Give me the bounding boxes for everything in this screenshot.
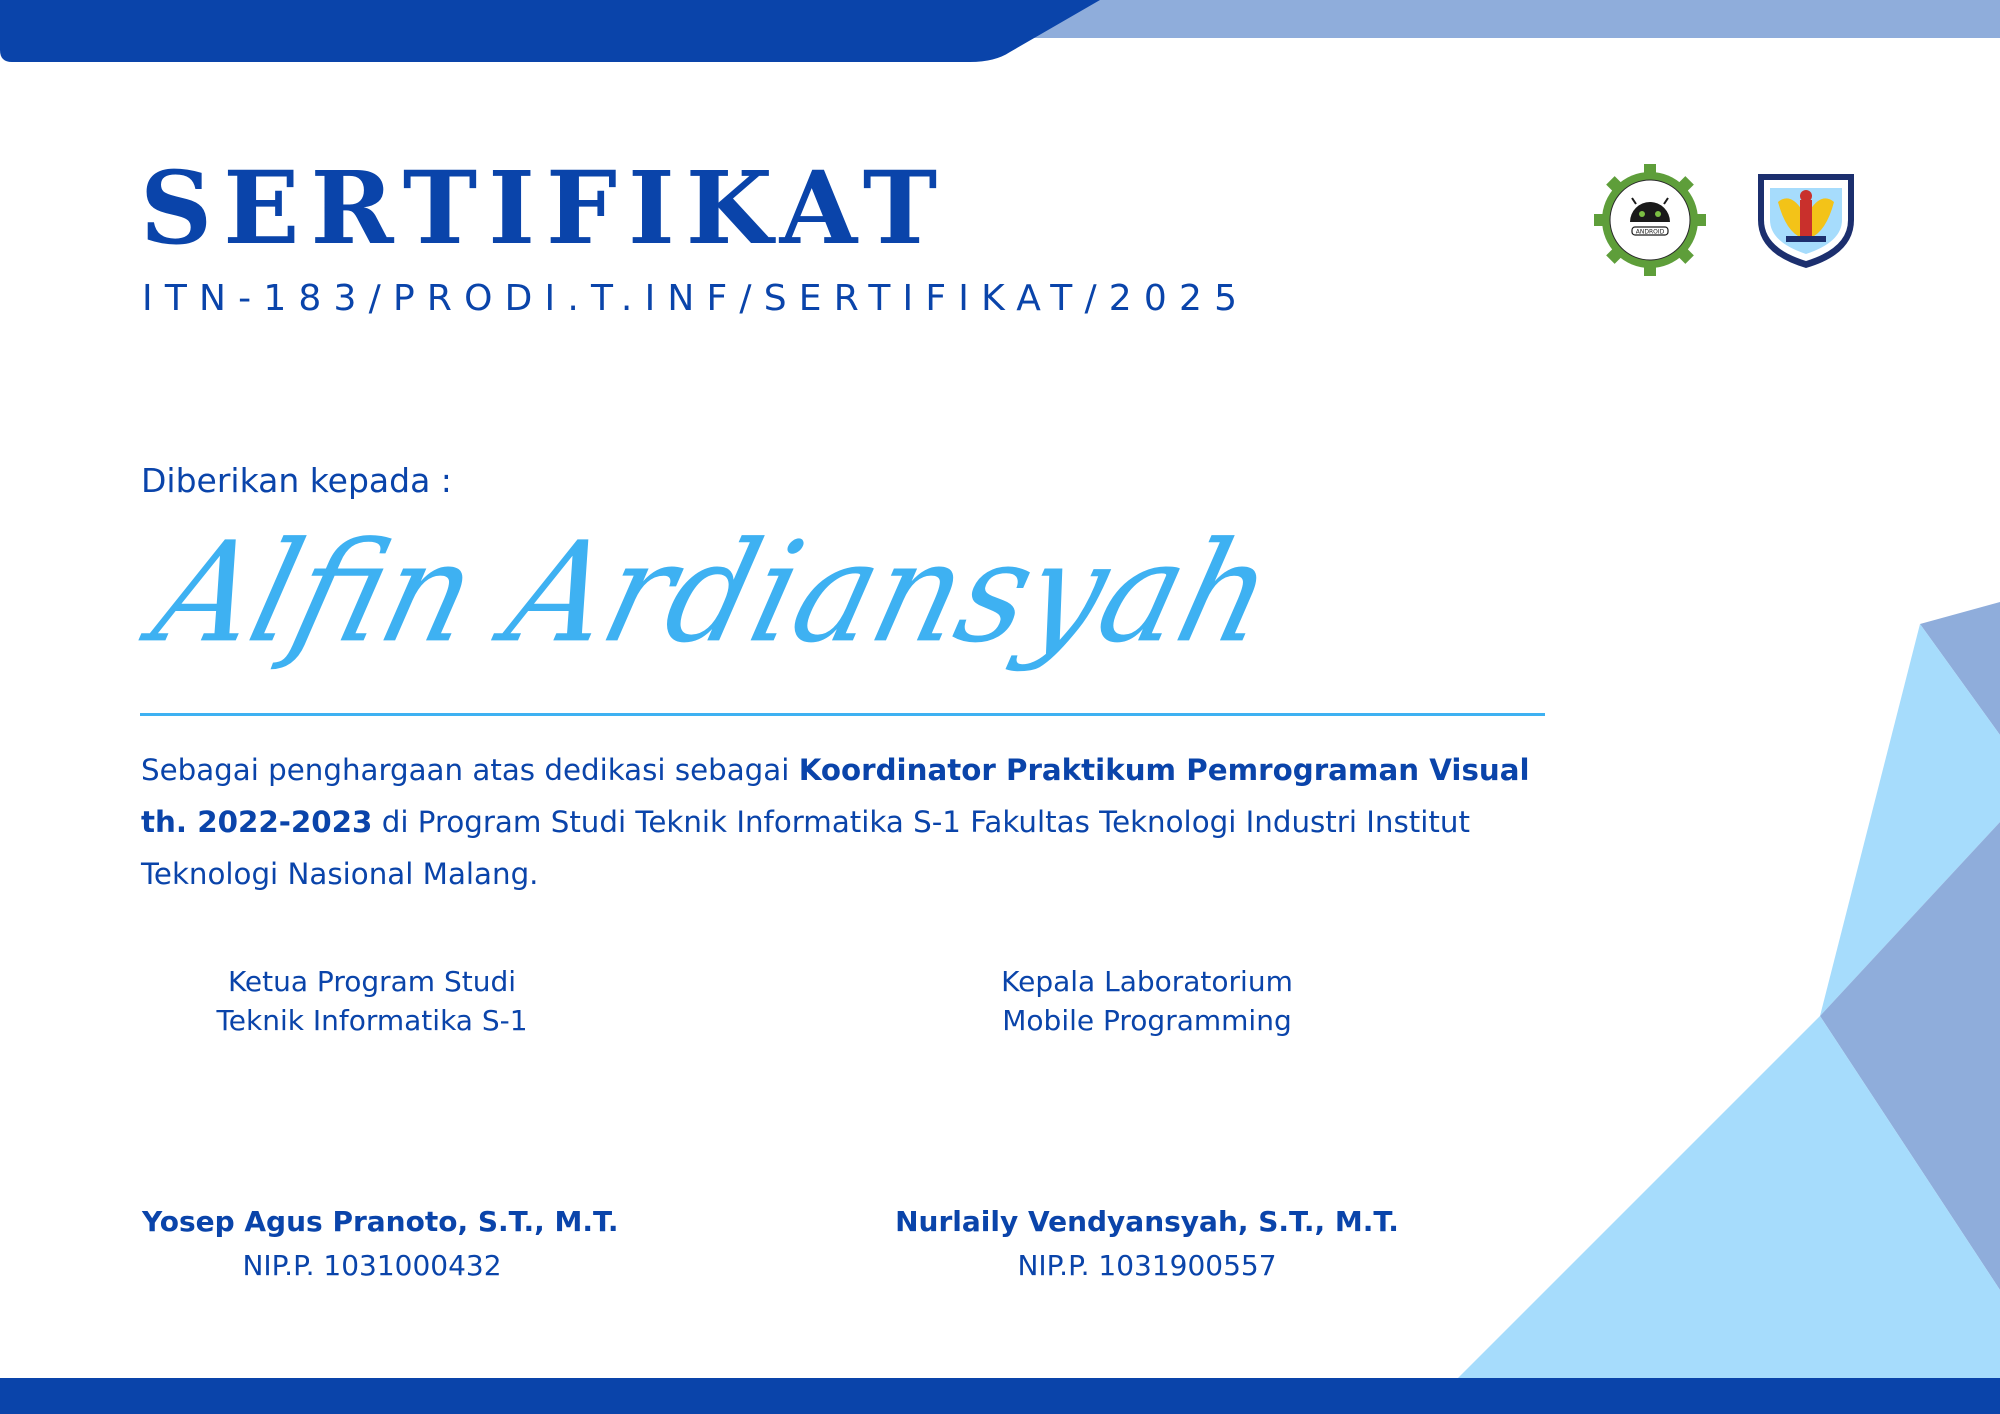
top-light-band	[960, 0, 2000, 38]
body-intro: Sebagai penghargaan atas dedikasi sebagai	[141, 753, 799, 787]
body-rest: di Program Studi Teknik Informatika S-1 Fakultas Teknologi Industri Institut Teknologi Nasional Malang.	[141, 805, 1470, 891]
itn-emblem-icon	[1750, 162, 1862, 270]
android-lab-gear-icon	[1594, 164, 1706, 276]
certificate-title: SERTIFIKAT	[140, 149, 949, 267]
signatory-role-line1: Ketua Program Studi	[227, 965, 517, 998]
bottom-band	[0, 1378, 2000, 1414]
signatory-name: Nurlaily Vendyansyah, S.T., M.T.	[895, 1205, 1399, 1238]
top-dark-band	[0, 0, 1100, 62]
signatory-left	[142, 962, 619, 1282]
signatory-role-line1: Kepala Laboratorium	[1001, 965, 1293, 998]
svg-text:ANDROID: ANDROID	[1635, 228, 1665, 236]
signatory-right	[877, 962, 1417, 1282]
body-role-line1: Koordinator Praktikum Pemrograman Visual	[798, 753, 1530, 787]
signatory-role-line2: Teknik Informatika S-1	[216, 1004, 528, 1037]
signatory-nip: NIP.P. 1031000432	[242, 1249, 502, 1282]
itn-malang-logo	[1750, 162, 1862, 270]
recipient-name: Alfin Ardiansyah	[140, 512, 1288, 674]
body-role-line2: th. 2022-2023	[141, 805, 373, 839]
signatory-name: Yosep Agus Pranoto, S.T., M.T.	[142, 1205, 619, 1238]
certificate-number: ITN-183/PRODI.T.INF/SERTIFIKAT/2025	[142, 278, 1250, 319]
name-underline	[140, 713, 1545, 716]
android-lab-logo	[1594, 164, 1706, 276]
given-to-label: Diberikan kepada :	[141, 461, 452, 500]
signatory-role-line2: Mobile Programming	[1002, 1004, 1292, 1037]
signatory-nip: NIP.P. 1031900557	[1017, 1249, 1277, 1282]
certificate-body	[141, 744, 1581, 900]
